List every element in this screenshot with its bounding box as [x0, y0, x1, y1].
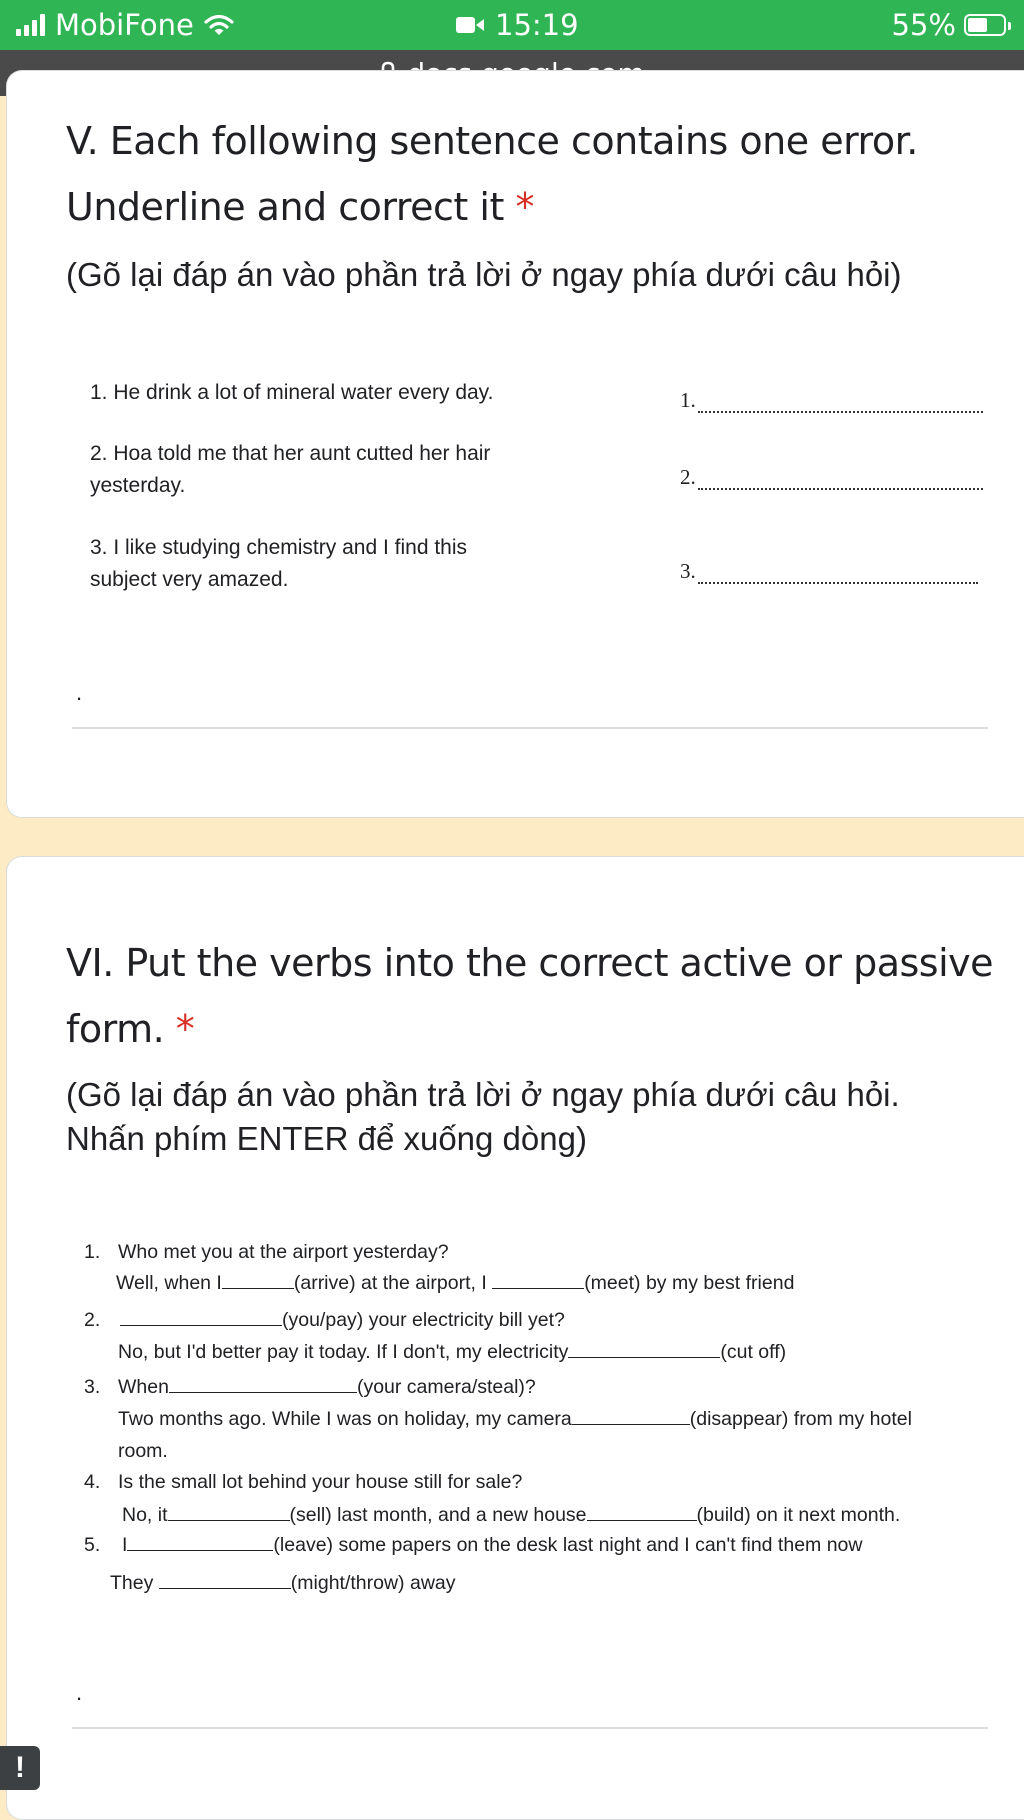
clock: 15:19	[495, 8, 579, 42]
item-2-number: 2.	[84, 1309, 101, 1331]
status-left	[16, 8, 234, 42]
item-4-question: Is the small lot behind your house still for sale?	[118, 1471, 523, 1493]
screen-recording-icon	[455, 15, 485, 35]
answer-input-5[interactable]	[72, 727, 988, 729]
item-2-answer: No, but I'd better pay it today. If I don't, my electricity (cut off)	[118, 1341, 787, 1363]
battery-icon	[964, 14, 1006, 36]
answer-blank-1: 1.	[680, 388, 983, 413]
item-1-answer: Well, when I (arrive) at the airport, I (meet) by my best friend	[116, 1272, 795, 1294]
sentence-3-line1: 3. I like studying chemistry and I find this	[90, 536, 468, 559]
answer-input-5-text[interactable]: .	[76, 680, 83, 705]
sentence-2-line2: yesterday.	[90, 474, 186, 497]
answer-blank-3: 3.	[680, 559, 978, 584]
question-description-5: (Gõ lại đáp án vào phần trả lời ở ngay phía dưới câu hỏi)	[66, 256, 902, 293]
required-asterisk: *	[175, 1007, 195, 1051]
status-bar	[0, 0, 1024, 50]
required-asterisk: *	[515, 185, 534, 229]
sentence-2-line1: 2. Hoa told me that her aunt cutted her hair	[90, 442, 491, 465]
status-right	[892, 8, 1006, 42]
carrier-name: MobiFone	[55, 8, 194, 42]
feedback-alert-button[interactable]: !	[0, 1746, 40, 1790]
item-3-answer: Two months ago. While I was on holiday, my camera (disappear) from my hotel	[118, 1408, 912, 1430]
item-1-question: Who met you at the airport yesterday?	[118, 1241, 449, 1263]
question-description-6-line2: Nhấn phím ENTER để xuống dòng)	[66, 1120, 587, 1157]
sentence-1: 1. He drink a lot of mineral water every day.	[90, 381, 494, 404]
signal-icon	[16, 14, 45, 36]
status-center	[455, 8, 579, 42]
item-4-answer: No, it (sell) last month, and a new house (build) on it next month.	[122, 1504, 901, 1526]
answer-blank-2: 2.	[680, 465, 983, 490]
item-5-answer: They (might/throw) away	[110, 1572, 456, 1594]
answer-input-6-text[interactable]: .	[76, 1680, 83, 1705]
item-4-number: 4.	[84, 1471, 101, 1493]
question-title-6-line2: form. *	[66, 1007, 195, 1051]
battery-percent: 55%	[891, 8, 956, 42]
item-3-number: 3.	[84, 1376, 101, 1398]
item-1-number: 1.	[84, 1241, 101, 1263]
item-3-question: When (your camera/steal)?	[118, 1376, 536, 1398]
item-5-question: I (leave) some papers on the desk last night and I can't find them now	[122, 1534, 863, 1556]
item-2-question: (you/pay) your electricity bill yet?	[120, 1305, 565, 1336]
question-description-6-line1: (Gõ lại đáp án vào phần trả lời ở ngay phía dưới câu hỏi.	[66, 1076, 900, 1113]
question-title-5-line1: V. Each following sentence contains one error.	[66, 119, 918, 163]
answer-input-6[interactable]	[72, 1727, 988, 1729]
wifi-icon	[204, 13, 234, 37]
item-5-number: 5.	[84, 1534, 101, 1556]
question-title-6-line1: VI. Put the verbs into the correct active or passive	[66, 941, 994, 985]
question-title-5-line2: Underline and correct it *	[66, 185, 534, 229]
item-3-answer-cont: room.	[118, 1440, 168, 1462]
sentence-3-line2: subject very amazed.	[90, 568, 289, 591]
